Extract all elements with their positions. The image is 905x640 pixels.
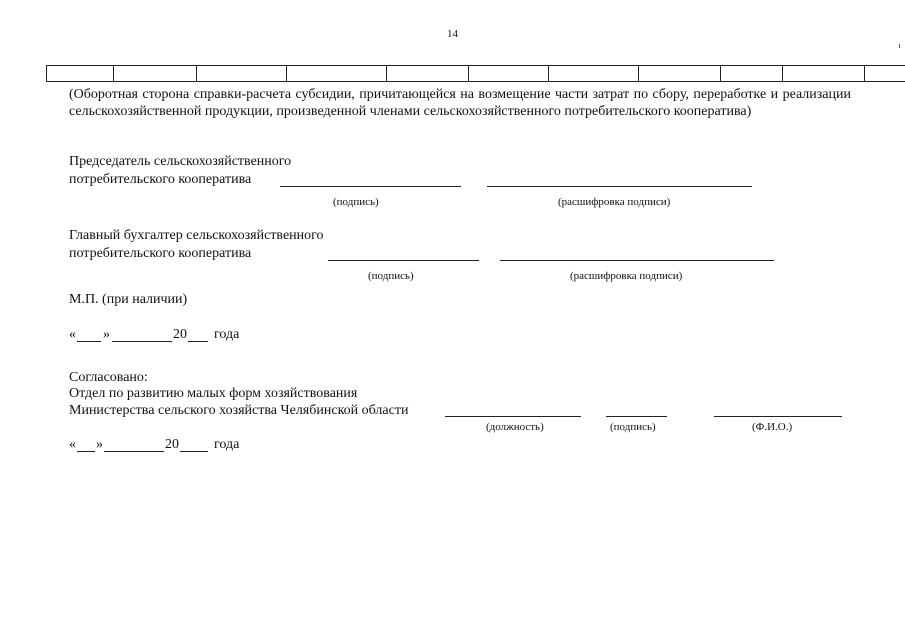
date2-century: 20 bbox=[165, 437, 179, 452]
accountant-decoding-caption: (расшифровка подписи) bbox=[570, 270, 683, 282]
agreed-name-caption: (Ф.И.О.) bbox=[752, 421, 793, 433]
header-table-row bbox=[47, 66, 905, 82]
date1-close-quote: » bbox=[103, 327, 110, 342]
agreed-department-line2: Министерства сельского хозяйства Челябинской области bbox=[69, 403, 409, 418]
agreed-position-caption: (должность) bbox=[486, 421, 544, 433]
accountant-title-line1: Главный бухгалтер сельскохозяйственного bbox=[69, 228, 324, 243]
chairman-title-line1: Председатель сельскохозяйственного bbox=[69, 154, 292, 169]
edge-mark bbox=[899, 44, 900, 48]
accountant-signature-caption: (подпись) bbox=[368, 270, 414, 282]
page-number: 14 bbox=[447, 28, 458, 40]
table-cell bbox=[47, 66, 114, 82]
date1-open-quote: « bbox=[69, 327, 76, 342]
table-cell bbox=[114, 66, 197, 82]
form-note: (Оборотная сторона справки-расчета субсидии, причитающейся на возмещение части затрат по сбору, переработке и реализации сельскохозяйственной продукции, произведенной членами сельскохозяйственного потребительского кооператива) bbox=[69, 87, 851, 119]
date1-month-line[interactable] bbox=[112, 341, 172, 342]
chairman-title-line2: потребительского кооператива bbox=[69, 172, 252, 187]
agreed-department-line1: Отдел по развитию малых форм хозяйствования bbox=[69, 386, 358, 401]
accountant-signature-line[interactable] bbox=[328, 260, 479, 261]
table-cell bbox=[783, 66, 865, 82]
date2-year-line[interactable] bbox=[180, 451, 208, 452]
table-cell bbox=[639, 66, 721, 82]
date2-open-quote: « bbox=[69, 437, 76, 452]
date2-month-line[interactable] bbox=[104, 451, 164, 452]
accountant-decoding-line[interactable] bbox=[500, 260, 774, 261]
chairman-decoding-caption: (расшифровка подписи) bbox=[558, 196, 671, 208]
date2-suffix: года bbox=[214, 437, 240, 452]
agreed-signature-line[interactable] bbox=[606, 416, 667, 417]
table-cell bbox=[865, 66, 905, 82]
table-cell bbox=[387, 66, 469, 82]
agreed-name-line[interactable] bbox=[714, 416, 842, 417]
date1-year-line[interactable] bbox=[188, 341, 208, 342]
table-cell bbox=[549, 66, 639, 82]
stamp-note: М.П. (при наличии) bbox=[69, 292, 188, 307]
date1-century: 20 bbox=[173, 327, 187, 342]
date1-day-line[interactable] bbox=[77, 341, 101, 342]
table-cell bbox=[469, 66, 549, 82]
header-table bbox=[46, 65, 905, 82]
table-cell bbox=[197, 66, 287, 82]
date1-suffix: года bbox=[214, 327, 240, 342]
agreed-label: Согласовано: bbox=[69, 370, 148, 385]
chairman-signature-caption: (подпись) bbox=[333, 196, 379, 208]
chairman-signature-line[interactable] bbox=[280, 186, 461, 187]
table-cell bbox=[287, 66, 387, 82]
chairman-decoding-line[interactable] bbox=[487, 186, 752, 187]
agreed-signature-caption: (подпись) bbox=[610, 421, 656, 433]
date2-close-quote: » bbox=[96, 437, 103, 452]
table-cell bbox=[721, 66, 783, 82]
accountant-title-line2: потребительского кооператива bbox=[69, 246, 252, 261]
agreed-position-line[interactable] bbox=[445, 416, 581, 417]
date2-day-line[interactable] bbox=[77, 451, 95, 452]
